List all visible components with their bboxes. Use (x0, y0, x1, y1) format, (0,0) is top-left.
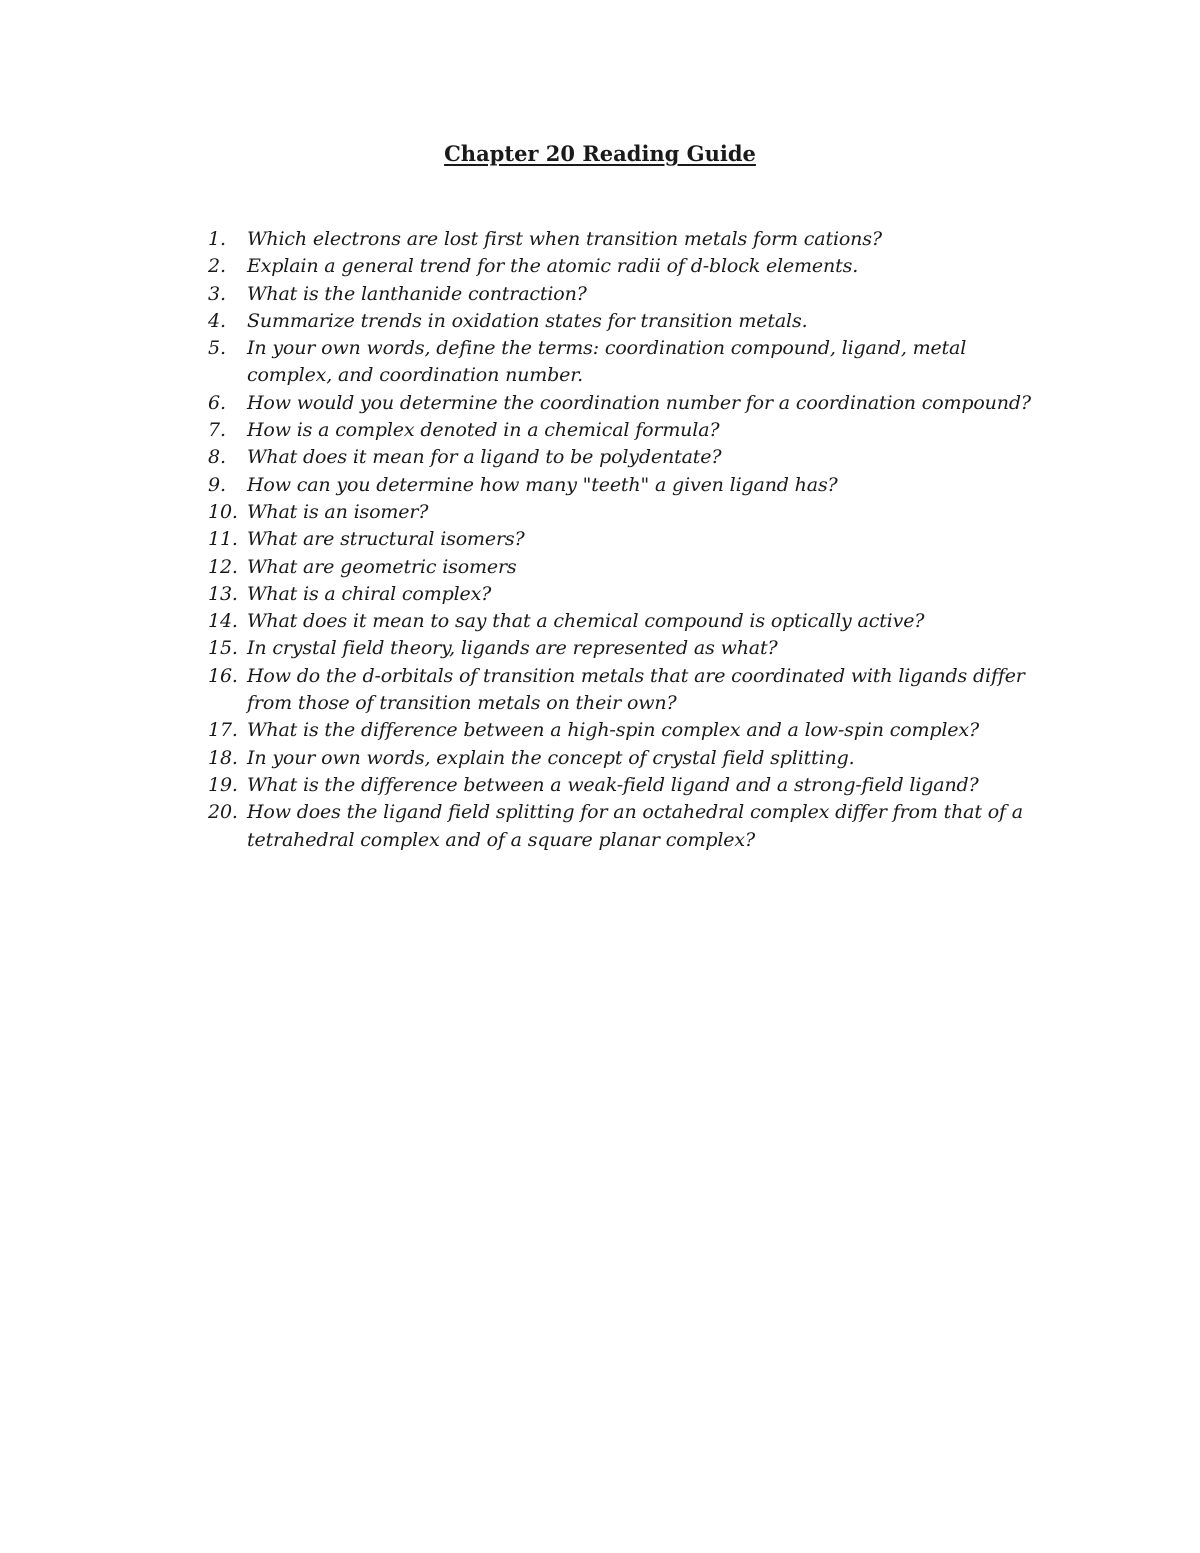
question-item (208, 226, 1038, 253)
question-number: 9. (208, 473, 226, 496)
question-number: 14. (208, 610, 238, 633)
question-text: What is a chiral complex? (247, 582, 492, 605)
question-number: 12. (208, 555, 238, 578)
question-text: In your own words, explain the concept of crystal field splitting. (247, 746, 855, 769)
question-text: How is a complex denoted in a chemical formula? (247, 419, 720, 442)
question-text: Which electrons are lost first when transition metals form cations? (247, 228, 882, 250)
question-item (208, 581, 1038, 608)
question-number: 3. (208, 282, 226, 305)
question-item (208, 635, 1038, 662)
question-text: In crystal field theory, ligands are represented as what? (247, 637, 778, 660)
question-item (208, 799, 1038, 854)
question-text: What does it mean for a ligand to be polydentate? (247, 446, 722, 469)
question-text: What are geometric isomers (247, 555, 517, 578)
question-number: 11. (208, 528, 238, 551)
question-number: 6. (208, 391, 226, 414)
question-text: How would you determine the coordination number for a coordination compound? (247, 391, 1031, 414)
question-number: 1. (208, 228, 226, 250)
question-item (208, 608, 1038, 635)
question-text: What does it mean to say that a chemical compound is optically active? (247, 610, 925, 633)
question-item (208, 335, 1038, 390)
question-item (208, 281, 1038, 308)
question-item (208, 745, 1038, 772)
question-item (208, 444, 1038, 471)
question-text: Explain a general trend for the atomic radii of d-block elements. (247, 255, 859, 278)
question-text: What is an isomer? (247, 500, 429, 523)
question-text: How can you determine how many "teeth" a given ligand has? (247, 473, 838, 496)
question-number: 15. (208, 637, 238, 660)
question-number: 2. (208, 255, 226, 278)
question-text: What is the difference between a high-spin complex and a low-spin complex? (247, 719, 979, 742)
question-item (208, 554, 1038, 581)
question-item (208, 253, 1038, 280)
page-title: Chapter 20 Reading Guide (444, 141, 756, 166)
question-text: What is the difference between a weak-field ligand and a strong-field ligand? (247, 773, 979, 796)
question-item (208, 717, 1038, 744)
question-text: How do the d-orbitals of transition metals that are coordinated with ligands differ from those of transition metals on their own? (247, 664, 1025, 715)
question-number: 10. (208, 500, 238, 523)
question-text: What is the lanthanide contraction? (247, 282, 587, 305)
question-item (208, 499, 1038, 526)
question-number: 4. (208, 309, 226, 332)
question-number: 16. (208, 664, 238, 687)
question-text: Summarize trends in oxidation states for transition metals. (247, 309, 808, 332)
question-number: 20. (208, 801, 238, 824)
question-number: 8. (208, 446, 226, 469)
question-number: 19. (208, 773, 238, 796)
question-item (208, 526, 1038, 553)
question-number: 5. (208, 337, 226, 360)
question-number: 18. (208, 746, 238, 769)
question-number: 13. (208, 582, 238, 605)
question-item (208, 663, 1038, 718)
question-item (208, 772, 1038, 799)
question-text: What are structural isomers? (247, 528, 525, 551)
question-item (208, 472, 1038, 499)
question-item (208, 308, 1038, 335)
question-item (208, 390, 1038, 417)
question-text: In your own words, define the terms: coordination compound, ligand, metal complex, and coordination number. (247, 337, 967, 387)
question-number: 17. (208, 719, 238, 742)
question-list (208, 226, 1038, 854)
question-number: 7. (208, 419, 226, 442)
question-item (208, 417, 1038, 444)
question-text: How does the ligand field splitting for an octahedral complex differ from that of a tetrahedral complex and of a square planar complex? (247, 801, 1023, 851)
